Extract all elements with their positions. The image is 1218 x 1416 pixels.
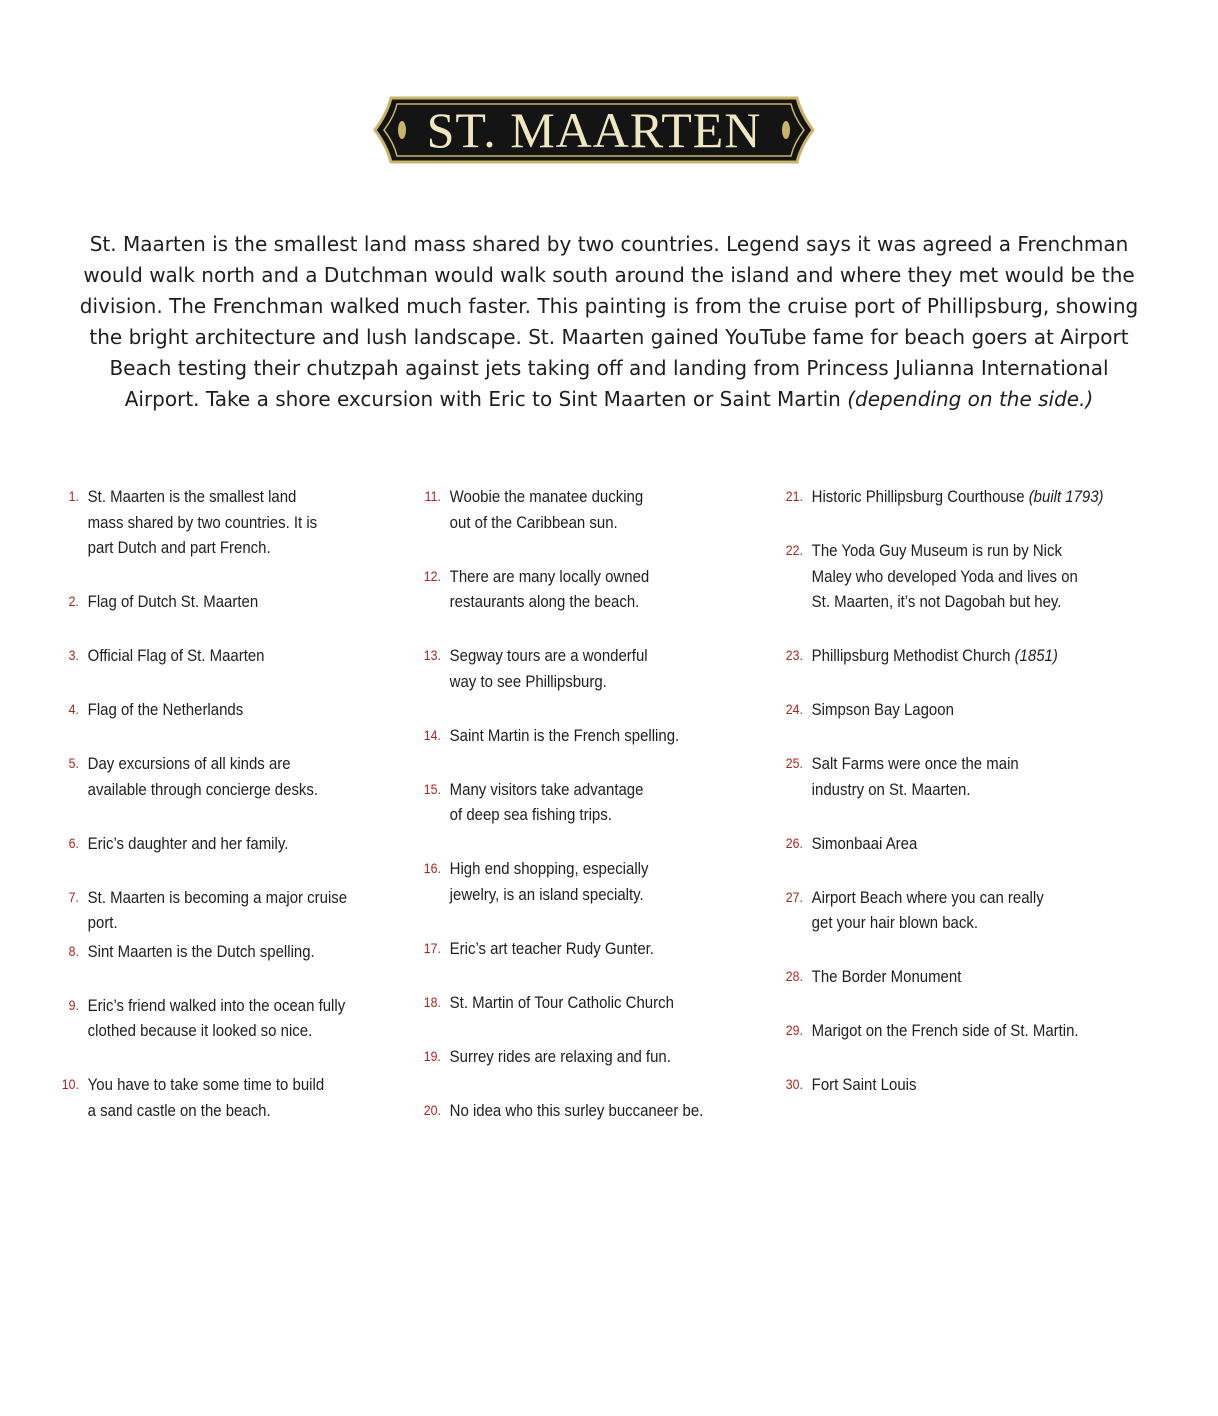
legend-item-text	[450, 564, 737, 590]
legend-item	[780, 1018, 1132, 1044]
legend-item-line: Airport Beach where you can really	[811, 887, 1044, 907]
legend-item-text	[812, 831, 1132, 857]
legend-item-line: mass shared by two countries. It is	[87, 512, 318, 532]
legend-item-number: 1.	[68, 488, 79, 504]
legend-item-number: 2.	[68, 593, 79, 609]
legend-item-number: 27.	[785, 888, 803, 905]
legend-item-line: There are many locally owned	[449, 566, 650, 586]
legend-item	[56, 1072, 375, 1123]
legend-item-text	[812, 643, 1132, 669]
legend-item-line: a sand castle on the beach.	[87, 1100, 271, 1120]
legend-item-number: 24.	[785, 701, 803, 717]
legend-item-text	[812, 1018, 1132, 1044]
legend-item-text	[450, 484, 737, 510]
legend-item-line: Simpson Bay Lagoon	[811, 700, 954, 719]
intro-italic: (depending on the side.)	[847, 387, 1094, 411]
legend-item	[418, 990, 737, 1016]
legend-item-number: 15.	[423, 780, 441, 797]
page-title: ST. MAARTEN	[426, 102, 762, 158]
legend-item-number: 21.	[785, 488, 803, 504]
legend-item-number: 19.	[423, 1047, 441, 1064]
legend-item	[418, 936, 737, 962]
legend-item-text	[812, 777, 1132, 803]
title-plate	[373, 96, 815, 164]
legend-item-line: Surrey rides are relaxing and fun.	[449, 1046, 671, 1066]
legend-item-line: jewelry, is an island specialty.	[449, 884, 644, 904]
legend-item	[56, 484, 375, 561]
legend-item-text	[88, 484, 375, 510]
legend-item-number: 9.	[68, 996, 79, 1013]
legend-item-number: 18.	[423, 993, 441, 1010]
legend-item-number: 30.	[785, 1076, 803, 1092]
legend-item-line: Flag of Dutch St. Maarten	[87, 592, 259, 611]
legend-item-line: Marigot on the French side of St. Martin.	[811, 1021, 1079, 1040]
legend-item-line: No idea who this surley buccaneer be.	[449, 1100, 704, 1120]
legend-item-line: out of the Caribbean sun.	[449, 512, 618, 532]
legend-item-text	[812, 910, 1132, 936]
legend-item-text	[450, 1098, 737, 1124]
legend-item	[56, 939, 375, 965]
legend-item-line: industry on St. Maarten.	[811, 779, 971, 799]
legend-item-line: Phillipsburg Methodist Church	[811, 646, 1015, 665]
legend-item-text	[812, 1072, 1132, 1098]
legend-item-line: Day excursions of all kinds are	[87, 754, 291, 773]
legend-item-text	[812, 964, 1132, 990]
legend-item-line: Maley who developed Yoda and lives on	[811, 566, 1078, 586]
legend-item-line: Eric’s friend walked into the ocean fully	[87, 995, 346, 1015]
legend-item	[418, 723, 737, 749]
legend-item-italic: (1851)	[1014, 646, 1058, 665]
legend-item	[780, 964, 1132, 990]
legend-item-number: 4.	[68, 701, 79, 717]
legend-item-text	[88, 1018, 375, 1044]
legend-item-text	[812, 751, 1132, 777]
legend-item-number: 16.	[423, 860, 441, 876]
legend-item	[780, 1072, 1132, 1098]
legend-item-text	[88, 1098, 375, 1124]
legend-item-number: 13.	[423, 647, 441, 663]
legend-item	[56, 993, 375, 1044]
legend-item	[418, 777, 737, 828]
legend-item-line: restaurants along the beach.	[449, 592, 640, 611]
legend-item	[780, 751, 1132, 802]
legend-item-number: 6.	[68, 834, 79, 851]
legend-item-text	[88, 751, 375, 777]
legend-item-text	[88, 510, 375, 536]
legend-item	[780, 538, 1132, 615]
legend-item-number: 29.	[785, 1022, 803, 1038]
legend-item	[56, 885, 375, 936]
legend-item	[418, 484, 737, 535]
legend-item-text	[450, 936, 737, 962]
legend-item-text	[88, 993, 375, 1019]
legend-item-line: way to see Phillipsburg.	[449, 671, 607, 691]
legend-item-line: Salt Farms were once the main	[811, 754, 1019, 773]
legend-item-text	[450, 777, 737, 803]
legend-item-text	[88, 643, 375, 669]
legend-item-line: St. Maarten, it’s not Dagobah but hey.	[811, 592, 1062, 611]
legend-item-line: Eric’s art teacher Rudy Gunter.	[449, 938, 654, 958]
intro-paragraph	[70, 229, 1148, 415]
legend-item-text	[450, 856, 737, 882]
legend-item-text	[812, 564, 1132, 590]
legend-item	[56, 751, 375, 802]
legend-item-text	[812, 538, 1132, 564]
legend-item-number: 7.	[68, 888, 79, 905]
legend-item-line: get your hair blown back.	[811, 913, 978, 932]
legend-item-text	[812, 589, 1132, 615]
legend-item-number: 8.	[68, 942, 79, 959]
legend-item-line: available through concierge desks.	[87, 779, 319, 799]
legend-item	[780, 831, 1132, 857]
legend-item-line: Simonbaai Area	[811, 833, 918, 853]
legend-item-text	[88, 831, 375, 857]
legend-item	[418, 643, 737, 694]
legend-item-number: 28.	[785, 968, 803, 984]
legend-item-text	[450, 589, 737, 615]
legend-item-line: St. Maarten is becoming a major cruise port.	[87, 887, 348, 932]
legend-item	[56, 643, 375, 669]
legend-item-text	[450, 669, 737, 695]
legend-item-line: Historic Phillipsburg Courthouse	[811, 487, 1029, 506]
legend-item	[56, 697, 375, 723]
legend-item-text	[812, 484, 1132, 510]
legend-item	[780, 885, 1132, 936]
legend-item-number: 20.	[423, 1101, 441, 1118]
legend-item-text	[450, 882, 737, 908]
legend-item-line: High end shopping, especially	[449, 859, 649, 878]
legend-item-text	[812, 885, 1132, 911]
legend-item-line: Sint Maarten is the Dutch spelling.	[87, 941, 315, 961]
legend-item-number: 23.	[785, 647, 803, 663]
legend-item-italic: (built 1793)	[1028, 487, 1104, 506]
legend-item-text	[88, 939, 375, 965]
legend-item-number: 17.	[423, 939, 441, 956]
legend-item	[56, 831, 375, 857]
legend-item	[56, 589, 375, 615]
legend-item-text	[88, 885, 375, 936]
legend-item-text	[450, 643, 737, 669]
legend-item-line: of deep sea fishing trips.	[449, 805, 612, 824]
legend-item	[418, 564, 737, 615]
legend-item-line: St. Martin of Tour Catholic Church	[449, 992, 674, 1012]
legend-item	[418, 856, 737, 907]
legend-item-text	[450, 510, 737, 536]
legend-item-line: Saint Martin is the French spelling.	[449, 725, 680, 745]
legend-item-number: 12.	[423, 567, 441, 584]
legend-item-number: 11.	[424, 488, 441, 504]
legend-item	[418, 1098, 737, 1124]
legend-item-line: St. Maarten is the smallest land	[87, 487, 297, 506]
legend-item	[780, 484, 1132, 510]
intro-text: St. Maarten is the smallest land mass shared by two countries. Legend says it was agreed a Frenchman would walk north and a Dutchman would walk south around the island and where they met would be the division. The Frenchman walked much faster. This painting is from the cruise port of Phillipsburg, showing the bright architecture and lush landscape. St. Maarten gained YouTube fame for beach goers at Airport Beach testing their chutzpah against jets taking off and landing from Princess Julianna International Airport. Take a shore excursion with Eric to Sint Maarten or Saint Martin	[79, 232, 1139, 411]
legend-item-text	[450, 990, 737, 1016]
legend-item-text	[450, 1044, 737, 1070]
legend-item-number: 14.	[423, 726, 441, 743]
legend-item-text	[812, 697, 1132, 723]
legend-item-number: 3.	[68, 647, 79, 663]
legend-item-text	[88, 1072, 375, 1098]
legend-item-text	[88, 589, 375, 615]
legend-item-line: Woobie the manatee ducking	[449, 487, 644, 506]
legend-item-text	[450, 723, 737, 749]
legend-item-number: 25.	[785, 755, 803, 771]
legend-item-line: Eric’s daughter and her family.	[87, 833, 289, 853]
legend-item-line: You have to take some time to build	[87, 1075, 325, 1094]
legend-item-line: Segway tours are a wonderful	[449, 646, 648, 665]
legend-item-text	[88, 697, 375, 723]
legend-item-text	[88, 777, 375, 803]
legend-item-text	[88, 535, 375, 561]
legend-item-line: clothed because it looked so nice.	[87, 1021, 313, 1040]
legend-item-line: The Yoda Guy Museum is run by Nick	[811, 541, 1062, 560]
legend-item-number: 22.	[785, 542, 803, 558]
legend-item-number: 10.	[61, 1076, 79, 1092]
legend-item	[780, 697, 1132, 723]
legend-item	[780, 643, 1132, 669]
legend-item-line: Official Flag of St. Maarten	[87, 646, 265, 665]
legend-item	[418, 1044, 737, 1070]
legend-item-line: Fort Saint Louis	[811, 1075, 917, 1094]
legend-item-number: 5.	[68, 755, 79, 771]
legend-item-text	[450, 802, 737, 828]
legend-item-number: 26.	[785, 834, 803, 851]
legend-item-line: Many visitors take advantage	[449, 779, 644, 799]
legend-item-line: The Border Monument	[811, 967, 962, 986]
legend-item-line: Flag of the Netherlands	[87, 700, 244, 719]
legend-item-line: part Dutch and part French.	[87, 538, 271, 557]
